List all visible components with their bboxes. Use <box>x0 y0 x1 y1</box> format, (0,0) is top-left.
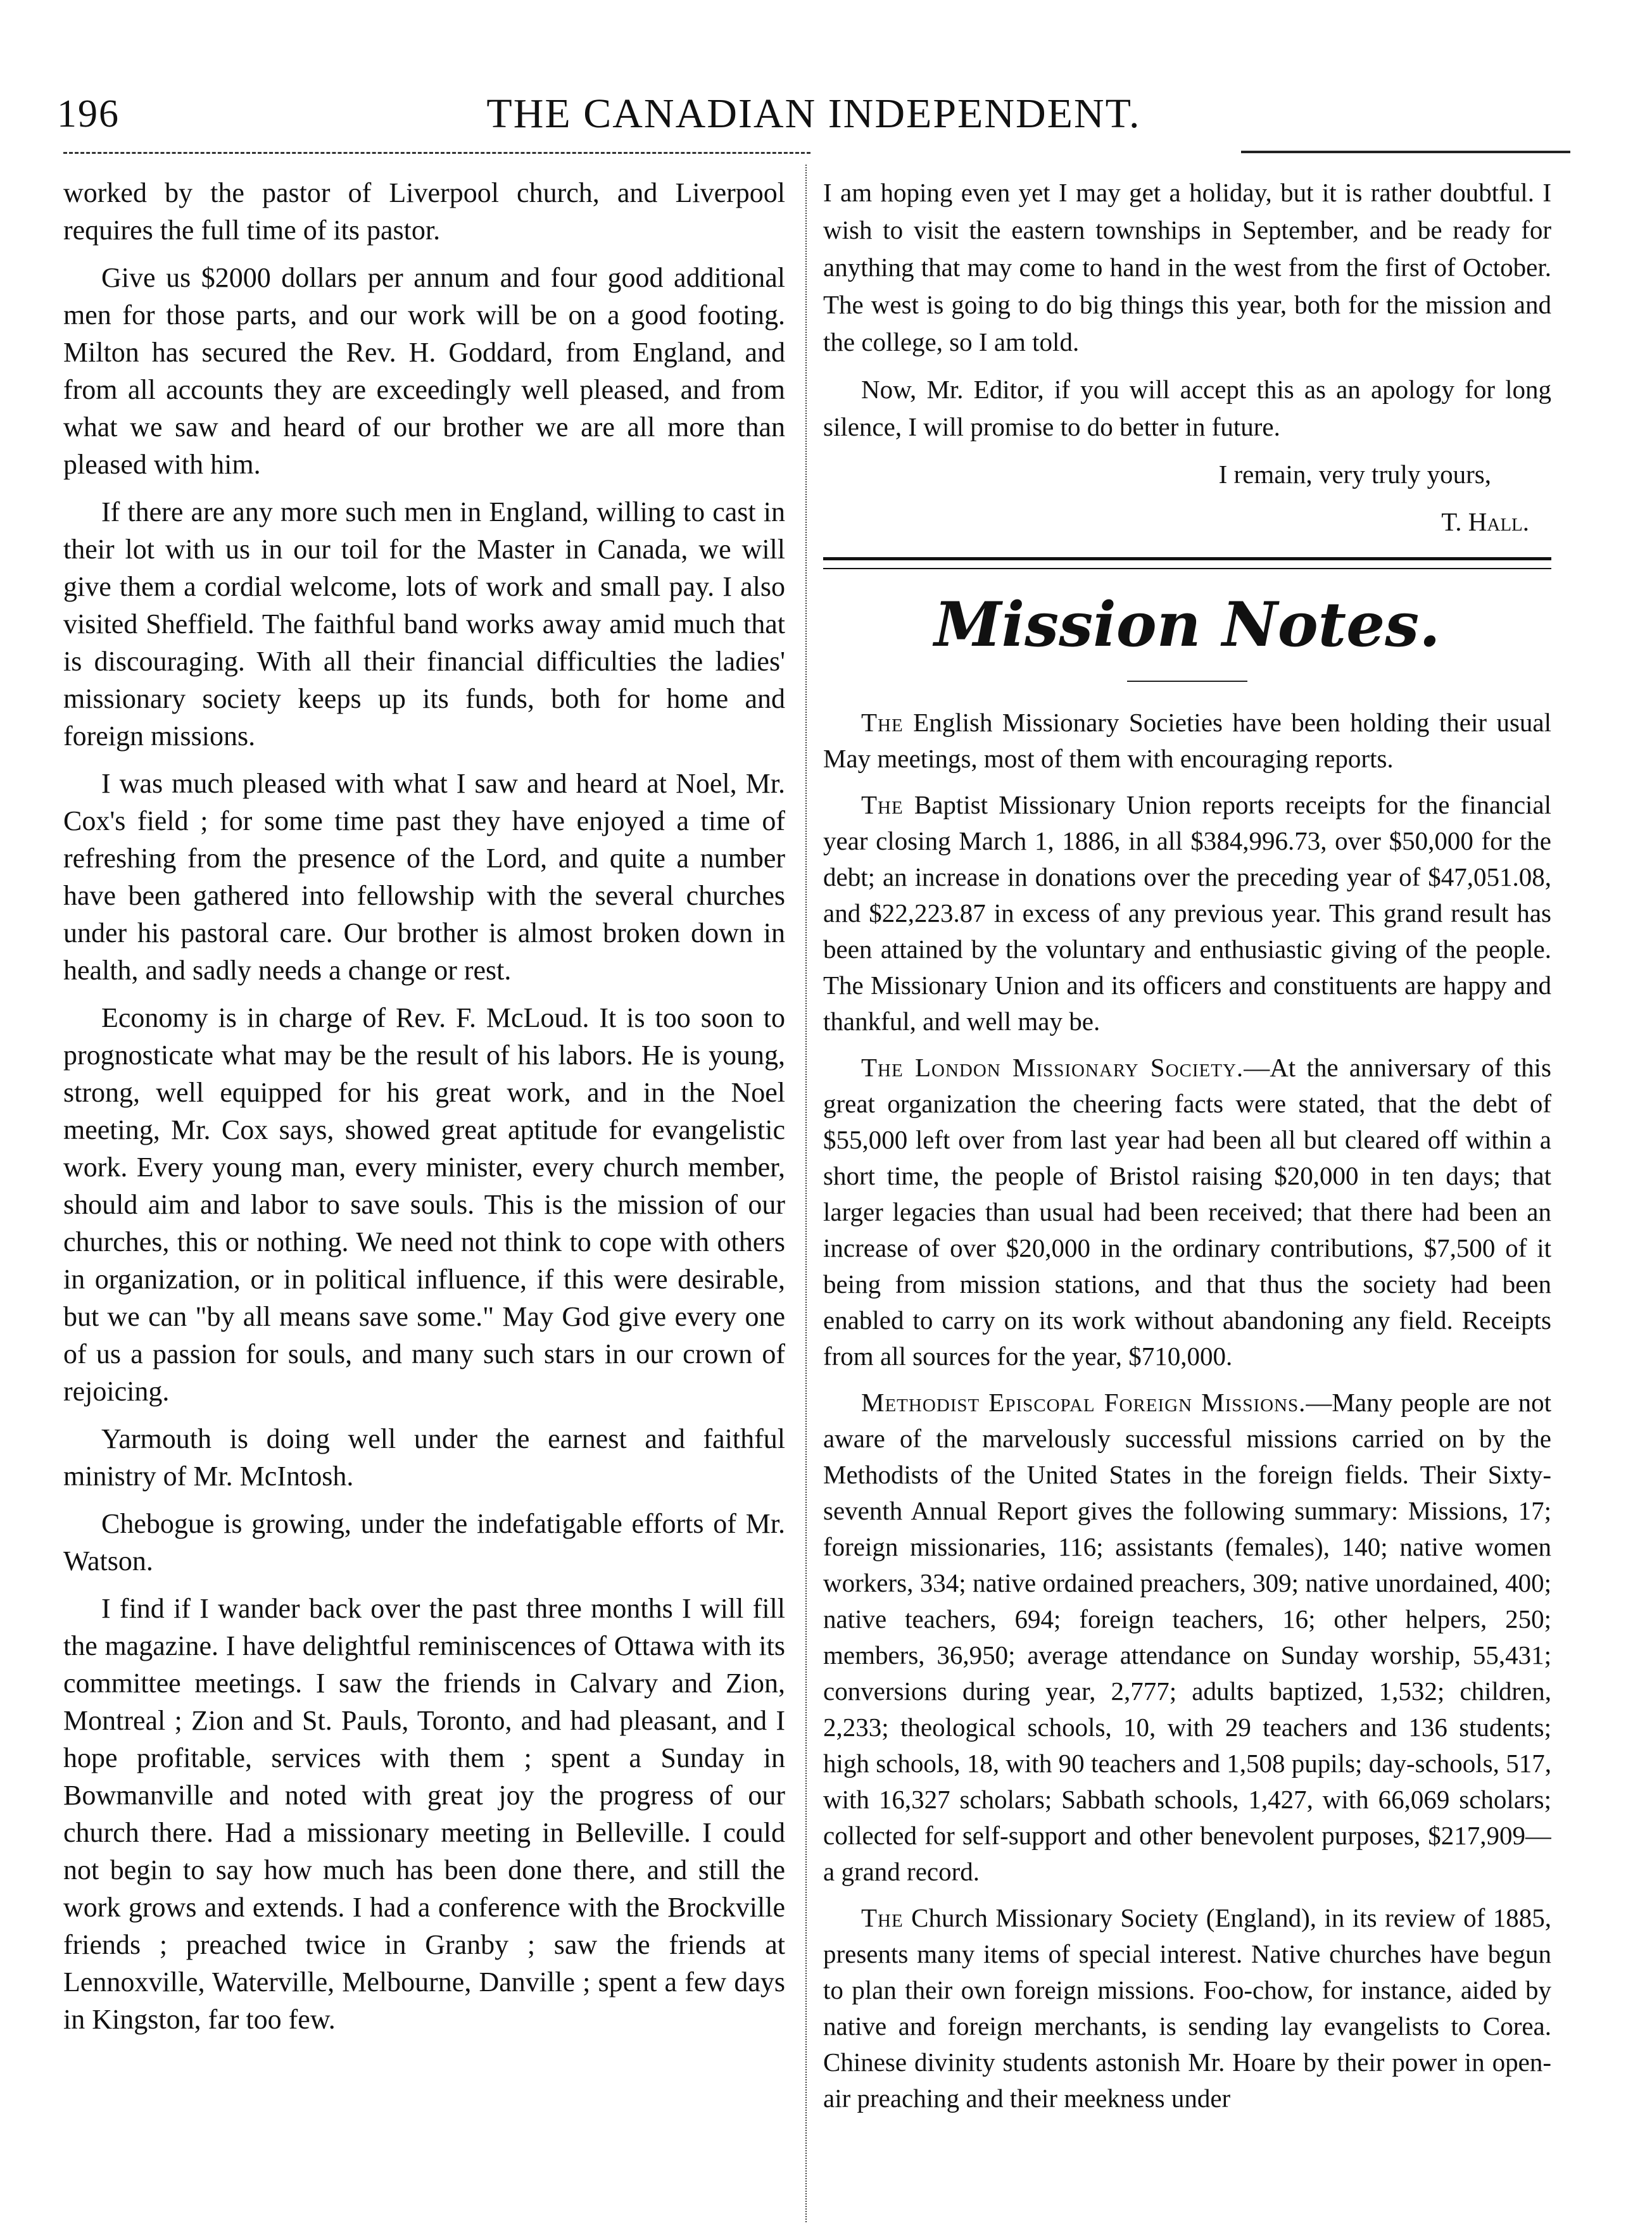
note-text: Baptist Missionary Union reports receipts for the financial year closing March 1, 1886, in all $384,996.73, over $50,000 for the debt; an increase in donations over the preceding year of $47,051.08, and $22,223.87 in excess of any previous year. This grand result has been attained by the voluntary and enthusiastic giving of the people. The Missionary Union and its officers and constituents are happy and thankful, and well may be. <box>823 790 1551 1036</box>
mission-note <box>823 1900 1551 2117</box>
note-text: —Many people are not aware of the marvelously successful missions carried on by the Methodists of the United States in the foreign fields. Their Sixty-seventh Annual Report gives the following summary: Missions, 17; foreign missionaries, 116; assistants (females), 140; native women workers, 334; native ordained preachers, 309; native unordained, 400; native teachers, 694; foreign teachers, 16; other helpers, 250; members, 36,950; average attendance on Sunday worship, 55,431; conversions during year, 2,777; adults baptized, 1,532; children, 2,233; theological schools, 10, with 29 teachers and 136 students; high schools, 18, with 90 teachers and 1,508 pupils; day-schools, 517, with 16,327 scholars; Sabbath schools, 1,427, with 66,069 scholars; collected for self-support and other benevolent purposes, $217,909—a grand record. <box>823 1388 1551 1886</box>
paragraph: worked by the pastor of Liverpool church, and Liverpool requires the full time of its pastor. <box>63 177 785 246</box>
section-heading <box>823 581 1551 672</box>
note-lead: The <box>861 1903 904 1932</box>
signature: T. Hall. <box>1441 507 1529 536</box>
mission-note <box>823 1050 1551 1375</box>
mission-note <box>823 1385 1551 1890</box>
closing-line: I remain, very truly yours, <box>1218 460 1491 489</box>
note-lead: The <box>861 790 904 819</box>
mission-note <box>823 705 1551 777</box>
paragraph: Yarmouth is doing well under the earnest and faithful ministry of Mr. McIntosh. <box>63 1423 785 1492</box>
letter-paragraph: Now, Mr. Editor, if you will accept this as an apology for long silence, I will promise to do better in future. <box>823 375 1551 441</box>
letter-paragraph: I am hoping even yet I may get a holiday, but it is rather doubtful. I wish to visit the eastern townships in September, and be ready for anything that may come to hand in the west from the first of October. The west is going to do big things this year, both for the mission and the college, so I am told. <box>823 178 1551 356</box>
note-text: —At the anniversary of this great organization the cheering facts were stated, that the debt of $55,000 left over from last year had been all but cleared off within a short time, the people of Bristol raising $20,000 in ten days; that larger legacies than usual had been received; that there had been an increase of over $20,000 in the ordinary contributions, $7,500 of it being from mission stations, and that thus the society had been enabled to carry on its work without abandoning any field. Receipts from all sources for the year, $710,000. <box>823 1053 1551 1371</box>
left-column <box>63 174 785 2225</box>
section-rule <box>823 557 1551 569</box>
header-rule-right <box>1241 151 1570 153</box>
paragraph: Give us $2000 dollars per annum and four good additional men for those parts, and our work will be on a good footing. Milton has secured the Rev. H. Goddard, from England, and from all accounts they are exceedingly well pleased, and from what we saw and heard of our brother we are all more than pleased with him. <box>63 262 785 480</box>
note-text: English Missionary Societies have been holding their usual May meetings, most of them with encouraging reports. <box>823 708 1551 773</box>
paragraph: If there are any more such men in England, willing to cast in their lot with us in our toil for the Master in Canada, we will give them a cordial welcome, lots of work and small pay. I also visited Sheffield. The faithful band works away amid much that is discouraging. With all their financial difficulties the ladies' missionary society keeps up its funds, both for home and foreign missions. <box>63 496 785 752</box>
note-lead: Methodist Episcopal Foreign Missions. <box>861 1388 1306 1417</box>
paragraph: Economy is in charge of Rev. F. McLoud. It is too soon to prognosticate what may be the result of his labors. He is young, strong, well equipped for his great work, and in the Noel meeting, Mr. Cox says, showed great aptitude for evangelistic work. Every young man, every minister, every church member, should aim and labor to save souls. This is the mission of our churches, this or nothing. We need not think to cope with others in organization, or in political influence, if this were desirable, but we can "by all means save some." May God give every one of us a passion for souls, and many such stars in our crown of rejoicing. <box>63 1002 785 1407</box>
header-rule-left <box>63 152 810 154</box>
journal-title: THE CANADIAN INDEPENDENT. <box>486 91 1141 137</box>
note-lead: The London Missionary Society. <box>861 1053 1244 1082</box>
signature-block <box>823 456 1551 541</box>
note-text: Church Missionary Society (England), in its review of 1885, presents many items of special interest. Native churches have begun to plan their own foreign missions. Foo-chow, for instance, aided by native and foreign merchants, is sending lay evangelists to Corea. Chinese divinity students astonish Mr. Hoare by their power in open-air preaching and their meekness under <box>823 1903 1551 2113</box>
paragraph: I was much pleased with what I saw and heard at Noel, Mr. Cox's field ; for some time past they have enjoyed a time of refreshing from the presence of the Lord, and quite a number have been gathered into fellowship with the several churches under his pastoral care. Our brother is almost broken down in health, and sadly needs a change or rest. <box>63 768 785 986</box>
note-lead: The <box>861 708 904 737</box>
paragraph: I find if I wander back over the past three months I will fill the magazine. I have delightful reminiscences of Ottawa with its committee meetings. I saw the friends in Calvary and Zion, Montreal ; Zion and St. Pauls, Toronto, and had pleasant, and I hope profitable, services with them ; spent a Sunday in Bowmanville and noted with great joy the progress of our church there. Had a missionary meeting in Belleville. I could not begin to say how much has been done there, and still the work grows and extends. I had a conference with the Brockville friends ; preached twice in Granby ; saw the friends at Lennoxville, Waterville, Melbourne, Danville ; spent a few days in Kingston, far too few. <box>63 1593 785 2035</box>
page-header <box>57 82 1570 146</box>
paragraph: Chebogue is growing, under the indefatigable efforts of Mr. Watson. <box>63 1508 785 1576</box>
column-divider <box>805 165 807 2222</box>
page-number: 196 <box>57 92 120 135</box>
mission-note <box>823 787 1551 1040</box>
section-heading-text: Mission Notes. <box>934 589 1441 660</box>
right-column <box>823 174 1551 2225</box>
heading-rule <box>1127 681 1247 682</box>
